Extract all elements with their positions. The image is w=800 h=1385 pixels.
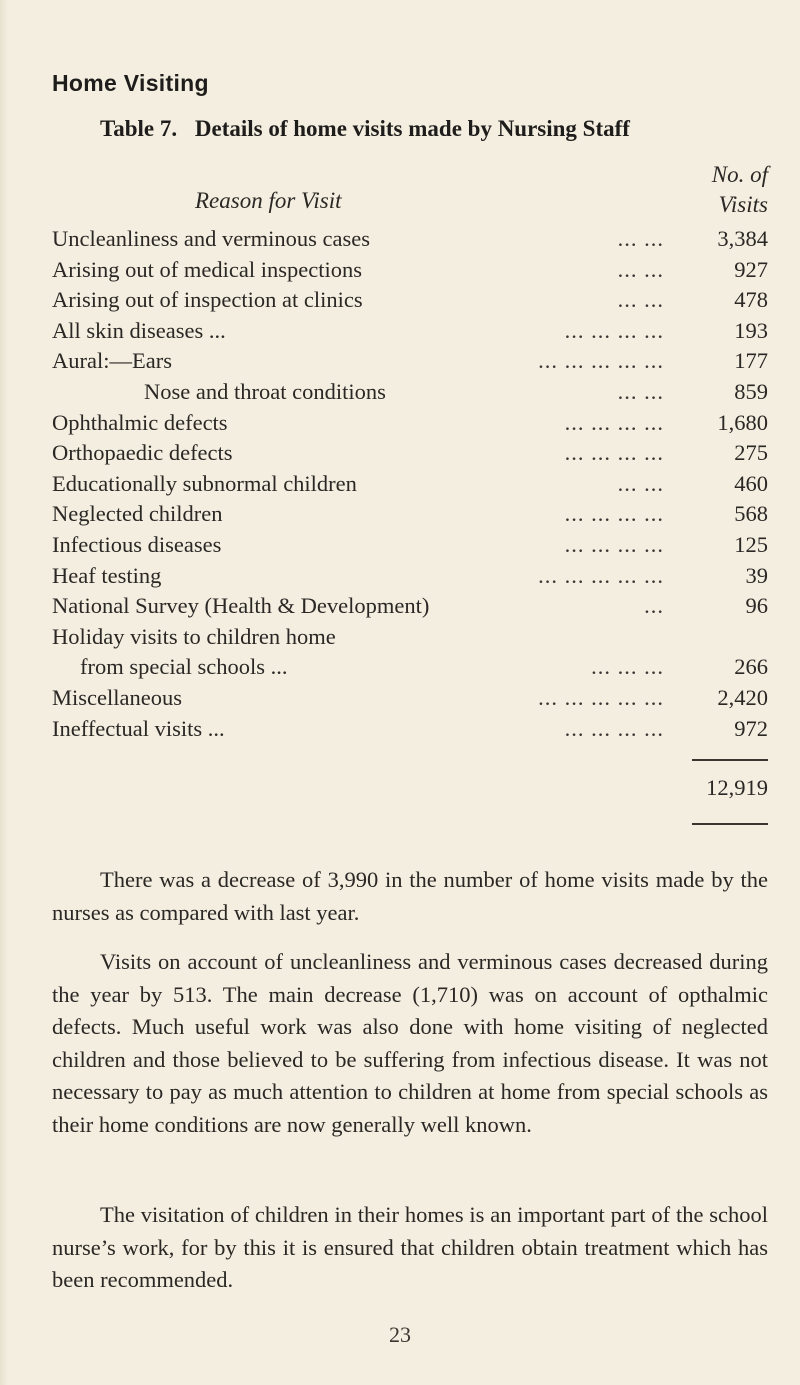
row-leader-dots: ... ... ... ... (564, 531, 664, 557)
page-binding-edge (0, 0, 8, 1385)
row-visits: 478 (734, 287, 768, 313)
visits-table (52, 224, 768, 744)
page-number: 23 (389, 1322, 411, 1347)
row-reason: Miscellaneous (52, 684, 182, 710)
row-visits: 972 (734, 715, 768, 741)
row-leader-dots: ... ... ... ... (564, 501, 664, 527)
row-leader-dots: ... ... ... ... ... (538, 684, 664, 710)
table-row (52, 255, 768, 286)
table-title (100, 116, 630, 142)
paragraph-decrease-summary: There was a decrease of 3,990 in the number of home visits made by the nurses as compared with last year. (52, 867, 768, 925)
table-row (52, 591, 768, 622)
table-row (52, 683, 768, 714)
row-reason: Heaf testing (52, 562, 162, 588)
paragraph-visit-details: Visits on account of uncleanliness and verminous cases decreased during the year by 513. The main decrease (1,710) was on account of opthalmic defects. Much useful work was also done with home visiting of neglected children and those believed to be suffering from infectious disease. It was not necessary to pay as much attention to children at home from special schools as their home conditions are now generally well known. (52, 949, 768, 1137)
row-reason: Infectious diseases (52, 531, 222, 557)
row-leader-dots: ... (644, 593, 664, 619)
table-row (52, 224, 768, 255)
section-heading: Home Visiting (52, 70, 209, 96)
row-visits: 1,680 (717, 409, 768, 435)
row-visits: 177 (734, 348, 768, 374)
table-row (52, 561, 768, 592)
row-leader-dots: ... ... ... ... (564, 317, 664, 343)
table-row (52, 438, 768, 469)
row-leader-dots: ... ... ... ... (564, 440, 664, 466)
column-header-visits (712, 160, 768, 220)
table-total: 12,919 (706, 775, 768, 800)
total-rule-bottom (692, 823, 768, 825)
row-reason: All skin diseases ... (52, 317, 226, 343)
row-reason: from special schools ... (80, 654, 288, 680)
column-header-visits-line2: Visits (718, 192, 768, 217)
row-reason: Uncleanliness and verminous cases (52, 226, 371, 251)
table-row (52, 469, 768, 500)
table-row (52, 622, 768, 653)
row-reason: Arising out of medical inspections (52, 256, 362, 282)
row-reason: Educationally subnormal children (52, 470, 357, 496)
row-visits: 39 (745, 562, 768, 588)
table-number: Table 7. (100, 116, 178, 141)
table-row (52, 530, 768, 561)
paragraph-visitation-importance: The visitation of children in their homes is an important part of the school nurse’s work, for by this it is ensured that children obtain treatment which has been recommended. (52, 1202, 768, 1292)
row-leader-dots: ... ... ... ... (564, 409, 664, 435)
table-row (52, 499, 768, 530)
row-reason: Orthopaedic defects (52, 440, 233, 466)
row-visits: 193 (734, 317, 768, 343)
column-header-visits-line1: No. of (711, 162, 768, 187)
row-visits: 568 (734, 501, 768, 527)
total-rule-top (692, 759, 768, 761)
row-leader-dots: ... ... (617, 470, 664, 496)
row-visits: 927 (734, 256, 768, 282)
row-visits: 3,384 (717, 226, 768, 251)
table-row (52, 714, 768, 745)
row-leader-dots: ... ... (617, 287, 664, 313)
table-row (52, 652, 768, 683)
table-row (52, 285, 768, 316)
row-visits: 125 (734, 531, 768, 557)
row-reason: Neglected children (52, 501, 223, 527)
row-reason: Holiday visits to children home (52, 623, 336, 649)
row-reason: Nose and throat conditions (144, 378, 386, 404)
row-reason: Ophthalmic defects (52, 409, 228, 435)
row-reason: Aural:—Ears (52, 348, 172, 374)
row-leader-dots: ... ... ... ... ... (538, 562, 664, 588)
row-reason: Ineffectual visits ... (52, 715, 225, 741)
row-visits: 859 (734, 378, 768, 404)
row-reason: Arising out of inspection at clinics (52, 287, 363, 313)
row-leader-dots: ... ... (617, 256, 664, 282)
row-leader-dots: ... ... ... ... (564, 715, 664, 741)
row-visits: 2,420 (717, 684, 768, 710)
row-visits: 266 (734, 654, 768, 680)
table-row (52, 346, 768, 377)
table-row (52, 408, 768, 439)
row-leader-dots: ... ... ... ... ... (538, 348, 664, 374)
row-leader-dots: ... ... (617, 226, 664, 251)
table-row (52, 377, 768, 408)
row-visits: 96 (745, 593, 768, 619)
row-reason: National Survey (Health & Development) (52, 593, 430, 619)
column-header-reason: Reason for Visit (195, 188, 342, 213)
table-caption: Details of home visits made by Nursing Staff (194, 116, 630, 141)
row-leader-dots: ... ... (617, 378, 664, 404)
table-row (52, 316, 768, 347)
row-visits: 275 (734, 440, 768, 466)
row-visits: 460 (734, 470, 768, 496)
row-leader-dots: ... ... ... (591, 654, 664, 680)
